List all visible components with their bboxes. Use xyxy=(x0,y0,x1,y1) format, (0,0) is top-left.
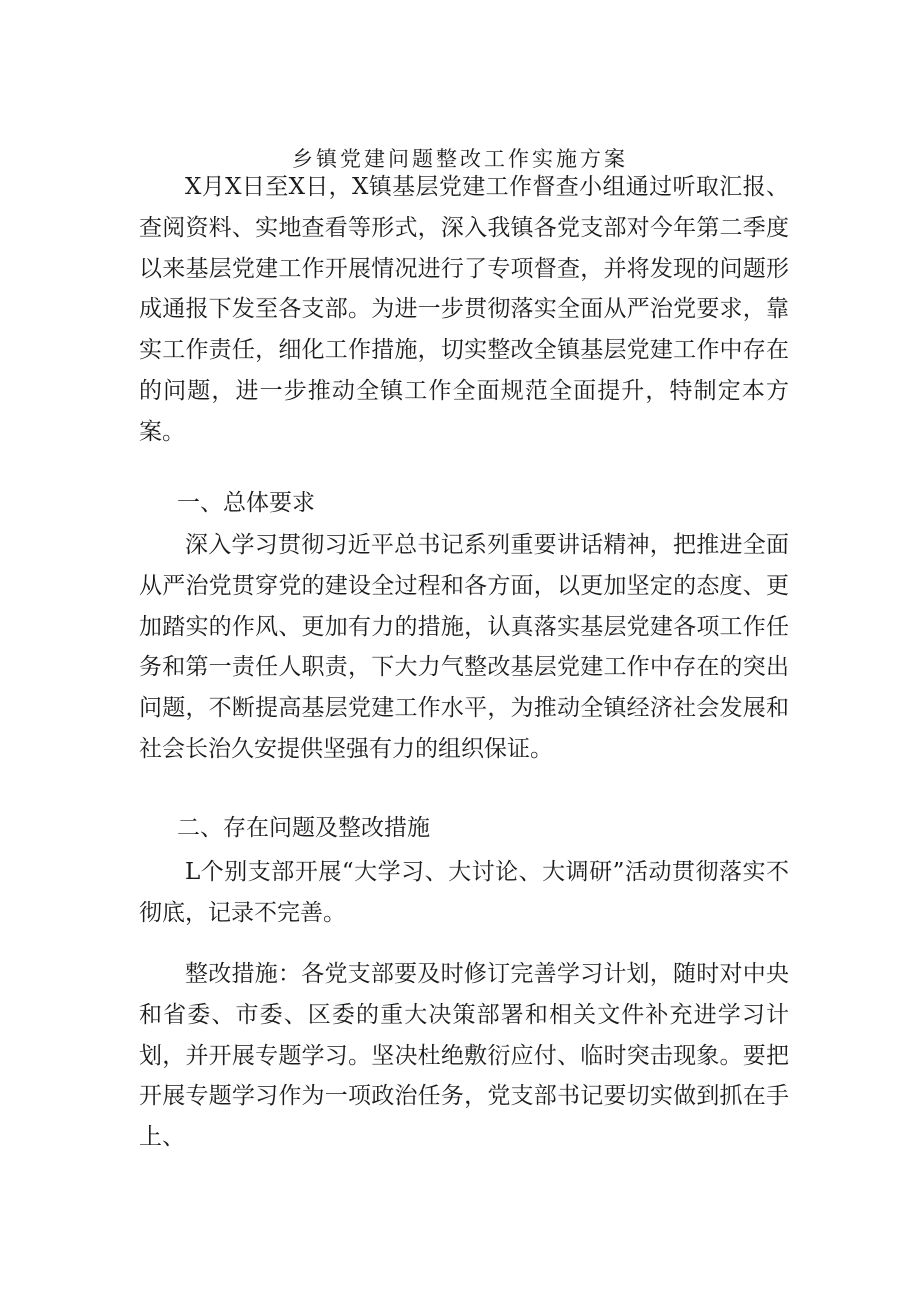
section-heading-issues-and-measures: 二、存在问题及整改措施 xyxy=(177,815,430,841)
measures-paragraph: 整改措施：各党支部要及时修订完善学习计划，随时对中央和省委、市委、区委的重大决策部署和相关文件补充进学习计划，并开展专题学习。坚决杜绝敷衍应付、临时突击现象。要把开展专题学习作为一项政治任务，党支部书记要切实做到抓在手上、 xyxy=(139,961,789,1151)
section-heading-general-requirements: 一、总体要求 xyxy=(177,490,315,516)
issue-paragraph: L个别支部开展“大学习、大讨论、大调研”活动贯彻落实不彻底，记录不完善。 xyxy=(139,859,789,926)
document-title: 乡镇党建问题整改工作实施方案 xyxy=(292,147,628,171)
intro-paragraph: X月X日至X日，X镇基层党建工作督查小组通过听取汇报、查阅资料、实地查看等形式，深入我镇各党支部对今年第二季度以来基层党建工作开展情况进行了专项督查，并将发现的问题形成通报下发至各支部。为进一步贯彻落实全面从严治党要求，靠实工作责任，细化工作措施，切实整改全镇基层党建工作中存在的问题，进一步推动全镇工作全面规范全面提升，特制定本方案。 xyxy=(139,174,789,445)
general-requirements-paragraph: 深入学习贯彻习近平总书记系列重要讲话精神，把推进全面从严治党贯穿党的建设全过程和各方面，以更加坚定的态度、更加踏实的作风、更加有力的措施，认真落实基层党建各项工作任务和第一责任人职责，下大力气整改基层党建工作中存在的突出问题，不断提高基层党建工作水平，为推动全镇经济社会发展和社会长治久安提供坚强有力的组织保证。 xyxy=(139,532,789,762)
